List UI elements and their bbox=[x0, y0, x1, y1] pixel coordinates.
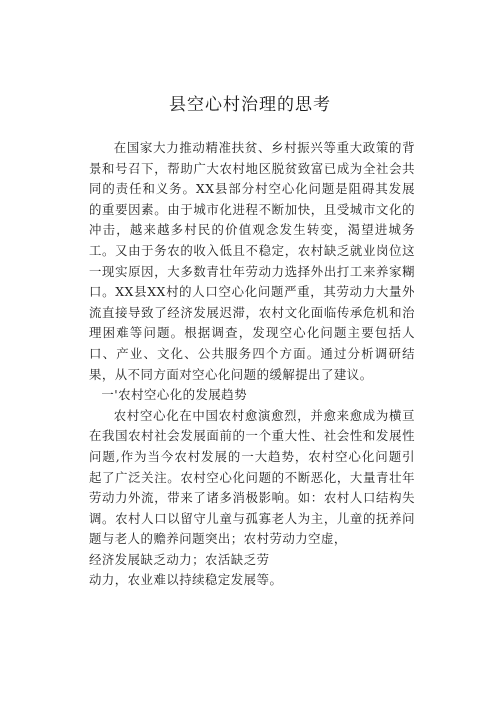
intro-paragraph: 在国家大力推动精准扶贫、乡村振兴等重大政策的背景和号召下，帮助广大农村地区脱贫致富已成为全社会共同的责任和义务。XX县部分村空心化问题是阻碍其发展的重要因素。由于城市化进程不断加快，且受城市文化的冲击，越来越多村民的价值观念发生转变，渴望进城务工。又由于务农的收入低且不稳定，农村缺乏就业岗位这一现实原因，大多数青壮年劳动力选择外出打工来养家糊口。XX县XX村的人口空心化问题严重，其劳动力大量外流直接导致了经济发展迟滞，农村文化面临传承危机和治理困难等问题。根据调查，发现空心化问题主要包括人口、产业、文化、公共服务四个方面。通过分析调研结果，从不同方面对空心化问题的缓解提出了建议。 bbox=[89, 140, 415, 382]
section-heading: 一'农村空心化的发展趋势 bbox=[101, 387, 248, 403]
section-paragraph-line: 经济发展缺乏动力；农活缺乏劳 bbox=[89, 551, 270, 567]
page-title: 县空心村治理的思考 bbox=[169, 95, 331, 115]
section-paragraph-line: 动力，农业难以持续稳定发展等。 bbox=[89, 572, 283, 588]
document-body bbox=[89, 138, 415, 591]
section-paragraph: 农村空心化在中国农村愈演愈烈，并愈来愈成为横亘在我国农村社会发展面前的一个重大性、社会性和发展性问题,作为当今农村发展的一大趋势，农村空心化问题引起了广泛关注。农村空心化问题的不断恶化，大量青壮年劳动力外流，带来了诸多消极影响。如：农村人口结构失调。农村人口以留守儿童与孤寡老人为主，儿童的抚养问题与老人的赡养问题突出；农村劳动力空虚， bbox=[89, 407, 415, 547]
